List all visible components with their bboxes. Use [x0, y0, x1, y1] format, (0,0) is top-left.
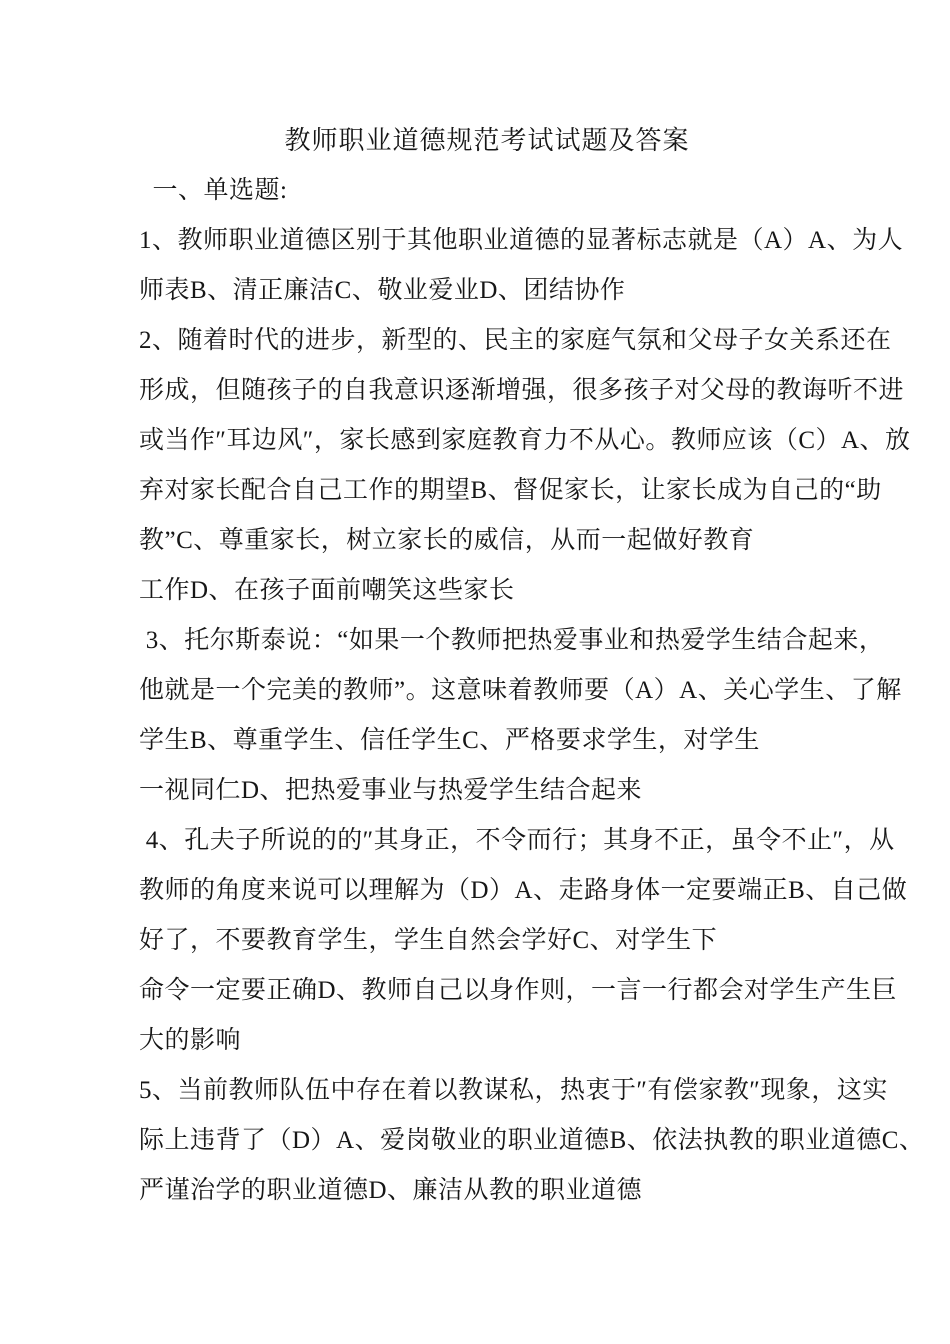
- question-4-line-5: 大的影响: [139, 1027, 242, 1054]
- question-3-line-2: 他就是一个完美的教师”。这意味着教师要（A）A、关心学生、了解: [139, 677, 902, 704]
- question-3: [139, 616, 902, 816]
- question-1: [139, 216, 904, 316]
- question-5: [139, 1066, 925, 1216]
- question-2-line-5: 教”C、尊重家长，树立家长的威信，从而一起做好教育: [139, 527, 755, 554]
- question-2-line-1: 2、随着时代的进步，新型的、民主的家庭气氛和父母子女关系还在: [139, 327, 892, 354]
- section-heading: 一、单选题:: [139, 177, 288, 204]
- document-title: 教师职业道德规范考试试题及答案: [284, 126, 690, 155]
- question-1-line-2: 师表B、清正廉洁C、敬业爱业D、团结协作: [139, 277, 626, 304]
- question-2: [139, 316, 911, 616]
- question-4-line-1: 4、孔夫子所说的的″其身正，不令而行；其身不正，虽令不止″，从: [139, 827, 895, 854]
- question-4-line-3: 好了，不要教育学生，学生自然会学好C、对学生下: [139, 927, 718, 954]
- question-3-line-1: 3、托尔斯泰说：“如果一个教师把热爱事业和热爱学生结合起来，: [139, 627, 885, 654]
- question-2-line-3: 或当作″耳边风″，家长感到家庭教育力不从心。教师应该（C）A、放: [139, 427, 911, 454]
- question-2-line-6: 工作D、在孩子面前嘲笑这些家长: [139, 577, 515, 604]
- question-5-line-3: 严谨治学的职业道德D、廉洁从教的职业道德: [139, 1177, 643, 1204]
- question-2-line-2: 形成，但随孩子的自我意识逐渐增强，很多孩子对父母的教诲听不进: [139, 377, 905, 404]
- question-2-line-4: 弃对家长配合自己工作的期望B、督促家长，让家长成为自己的“助: [139, 477, 882, 504]
- question-4-line-2: 教师的角度来说可以理解为（D）A、走路身体一定要端正B、自己做: [139, 877, 908, 904]
- question-5-line-2: 际上违背了（D）A、爱岗敬业的职业道德B、依法执教的职业道德C、: [139, 1127, 925, 1154]
- question-5-line-1: 5、当前教师队伍中存在着以教谋私，热衷于″有偿家教″现象，这实: [139, 1077, 888, 1104]
- question-1-line-1: 1、教师职业道德区别于其他职业道德的显著标志就是（A）A、为人: [139, 227, 904, 254]
- question-4-line-4: 命令一定要正确D、教师自己以身作则，一言一行都会对学生产生巨: [139, 977, 898, 1004]
- question-4: [139, 816, 908, 1066]
- question-3-line-3: 学生B、尊重学生、信任学生C、严格要求学生，对学生: [139, 727, 760, 754]
- question-3-line-4: 一视同仁D、把热爱事业与热爱学生结合起来: [139, 777, 643, 804]
